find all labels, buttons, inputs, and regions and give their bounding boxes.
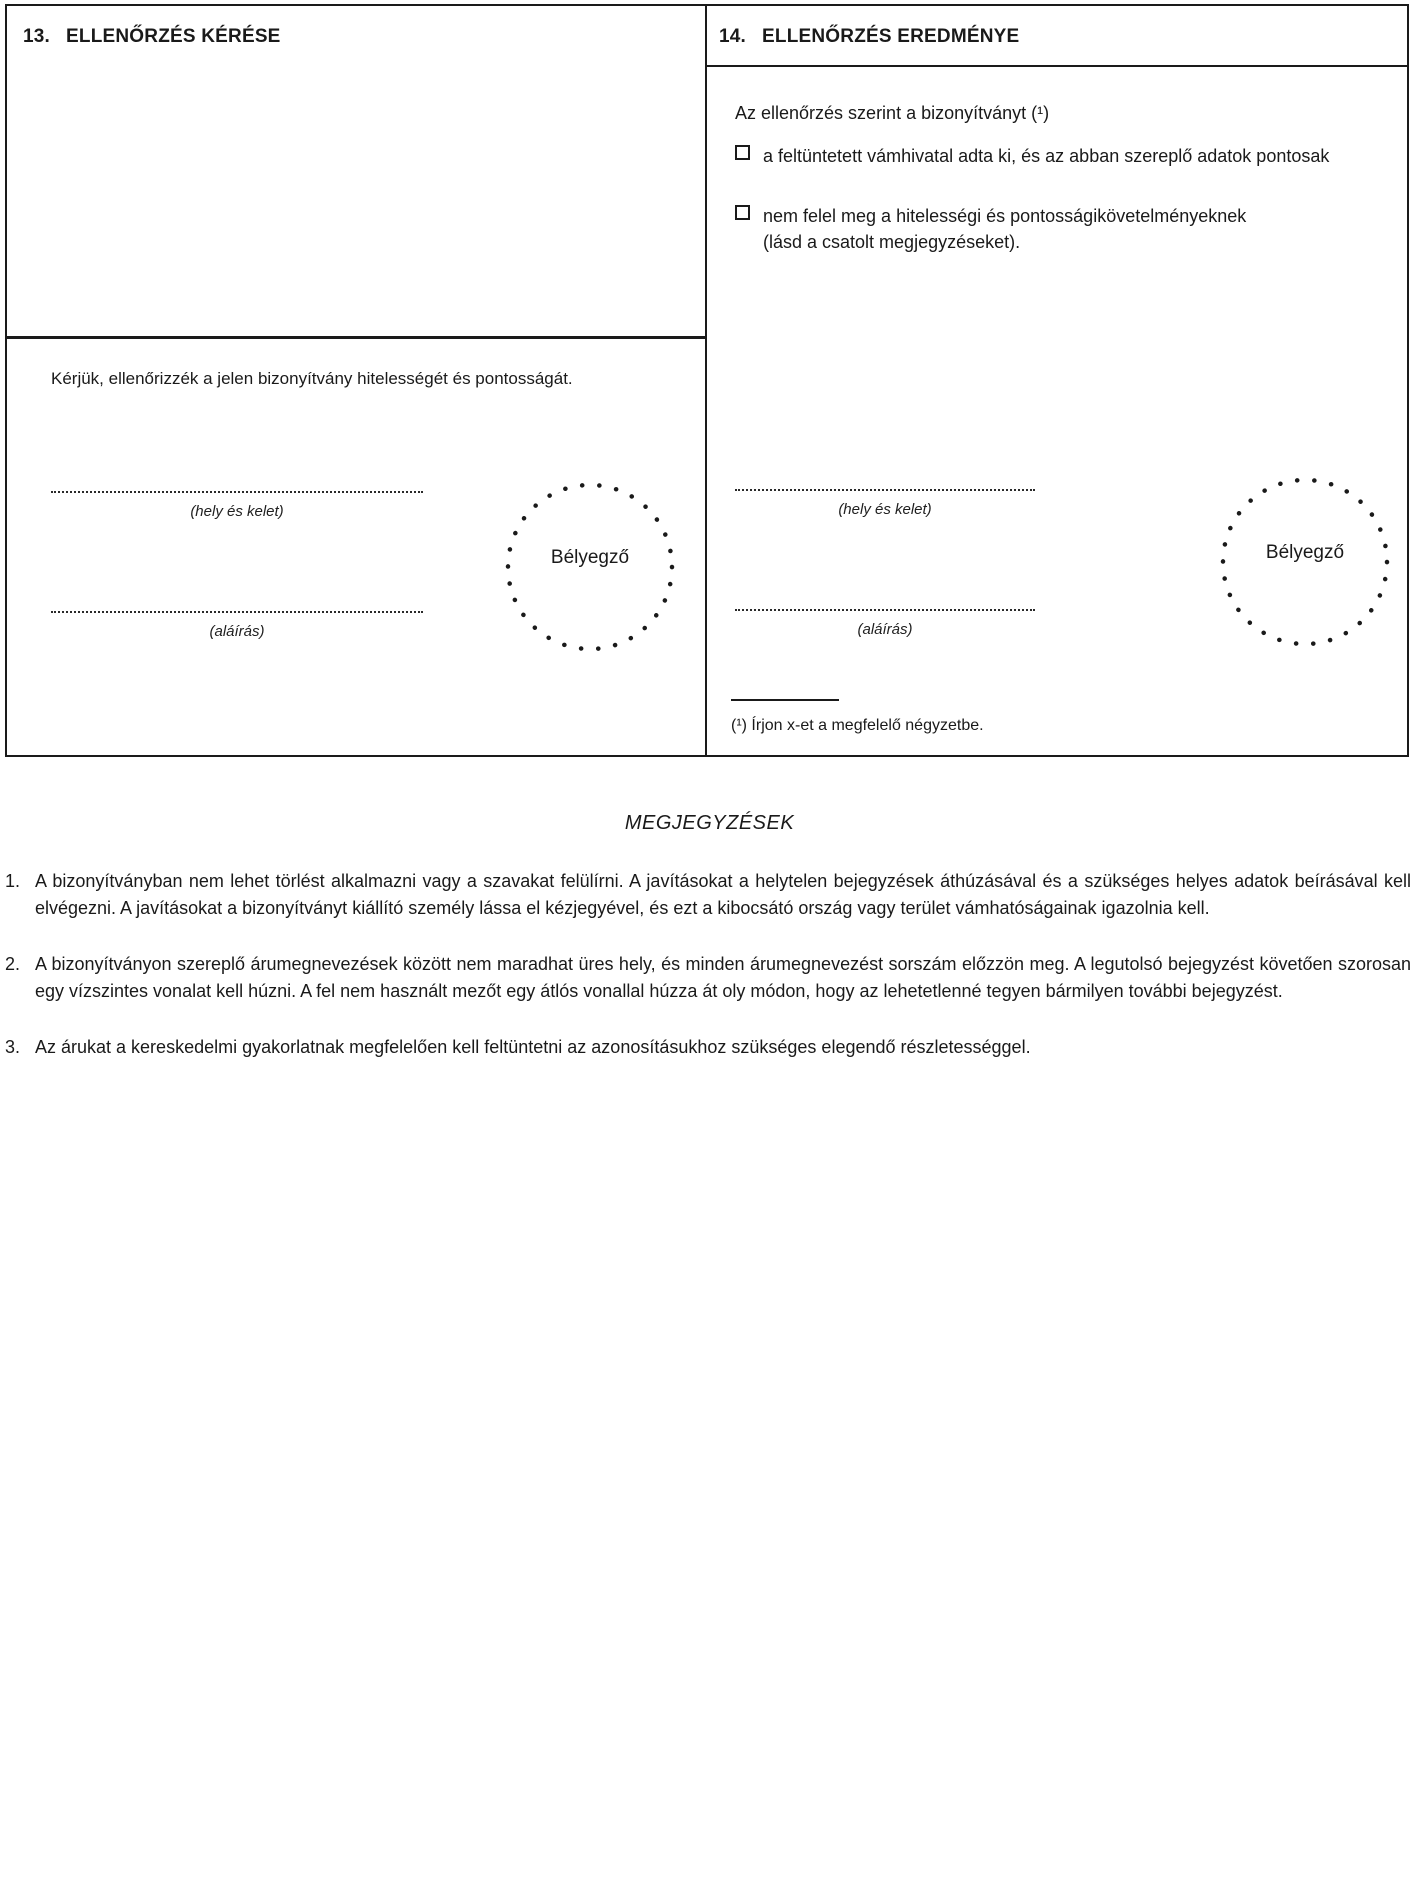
option-row-not-valid [735, 203, 1246, 255]
note-text: Az árukat a kereskedelmi gyakorlatnak megfelelően kell feltüntetni az azonosításukhoz szükséges elegendő részletességgel. [35, 1037, 1031, 1057]
verification-request-text: Kérjük, ellenőrizzék a jelen bizonyítvány hitelességét és pontosságát. [51, 369, 573, 388]
box13-stamp-label: Bélyegző [550, 547, 630, 568]
note-number: 1. [5, 871, 21, 891]
box13-place-date-line[interactable] [51, 491, 423, 493]
box14-signature-line[interactable] [735, 609, 1035, 611]
list-item [5, 868, 1411, 922]
option-not-valid-line2: (lásd a csatolt megjegyzéseket). [763, 232, 1021, 253]
box14-body [707, 67, 1407, 755]
footnote-rule [731, 699, 839, 701]
box14-place-date-line[interactable] [735, 489, 1035, 491]
option-row-issued [735, 143, 1329, 169]
box13-place-date-label: (hely és kelet) [190, 503, 284, 520]
note-text: A bizonyítványban nem lehet törlést alkalmazni vagy a szavakat felülírni. A javításokat a helytelen bejegyzések áthúzásával és a szükséges helyes adatok beírásával kell elvégezni. A javításokat a bizonyítványt kiállító személy lássa el kézjegyével, és ezt a kibocsátó ország vagy terület vámhatóságainak igazolnia kell. [35, 871, 1411, 918]
box14-stamp-label: Bélyegző [1265, 542, 1345, 563]
note-number: 3. [5, 1037, 21, 1057]
verification-table [5, 4, 1409, 757]
box14-title: ELLENŐRZÉS EREDMÉNYE [762, 26, 1020, 47]
note-number: 2. [5, 954, 21, 974]
box13-number: 13. [23, 26, 51, 47]
footnote-text: (¹) Írjon x-et a megfelelő négyzetbe. [731, 717, 984, 734]
box13-stamp-circle [502, 479, 678, 655]
box14-place-date-label: (hely és kelet) [838, 501, 932, 518]
option-issued-label: a feltüntetett vámhivatal adta ki, és az abban szereplő adatok pontosak [763, 146, 1330, 166]
list-item [5, 1034, 1411, 1061]
notes-list [5, 868, 1411, 1090]
box14-number: 14. [719, 26, 747, 47]
list-item [5, 951, 1411, 1005]
box13-verification-request [7, 6, 707, 755]
box13-title: ELLENŐRZÉS KÉRÉSE [66, 26, 281, 47]
option-not-valid-label [763, 203, 1246, 255]
box14-stamp-circle [1217, 474, 1393, 650]
box13-header [7, 6, 705, 336]
verification-result-intro: Az ellenőrzés szerint a bizonyítványt (¹) [735, 103, 1050, 123]
box14-verification-result [707, 6, 1407, 755]
option-not-valid-line1: nem felel meg a hitelességi és pontosságikövetelményeknek [763, 206, 1247, 226]
box14-signature-label: (aláírás) [857, 621, 913, 638]
box14-header [707, 6, 1407, 67]
notes-title: MEGJEGYZÉSEK [624, 812, 795, 834]
box13-signature-line[interactable] [51, 611, 423, 613]
box13-signature-label: (aláírás) [209, 623, 265, 640]
checkbox-not-valid[interactable] [735, 205, 750, 220]
note-text: A bizonyítványon szereplő árumegnevezések között nem maradhat üres hely, és minden árumegnevezést sorszám előzzön meg. A legutolsó bejegyzést követően szorosan egy vízszintes vonalat kell húzni. A fel nem használt mezőt egy átlós vonallal húzza át oly módon, hogy az lehetetlenné tegyen bármilyen további bejegyzést. [35, 954, 1411, 1001]
checkbox-issued-correct[interactable] [735, 145, 750, 160]
box13-body [7, 336, 705, 755]
